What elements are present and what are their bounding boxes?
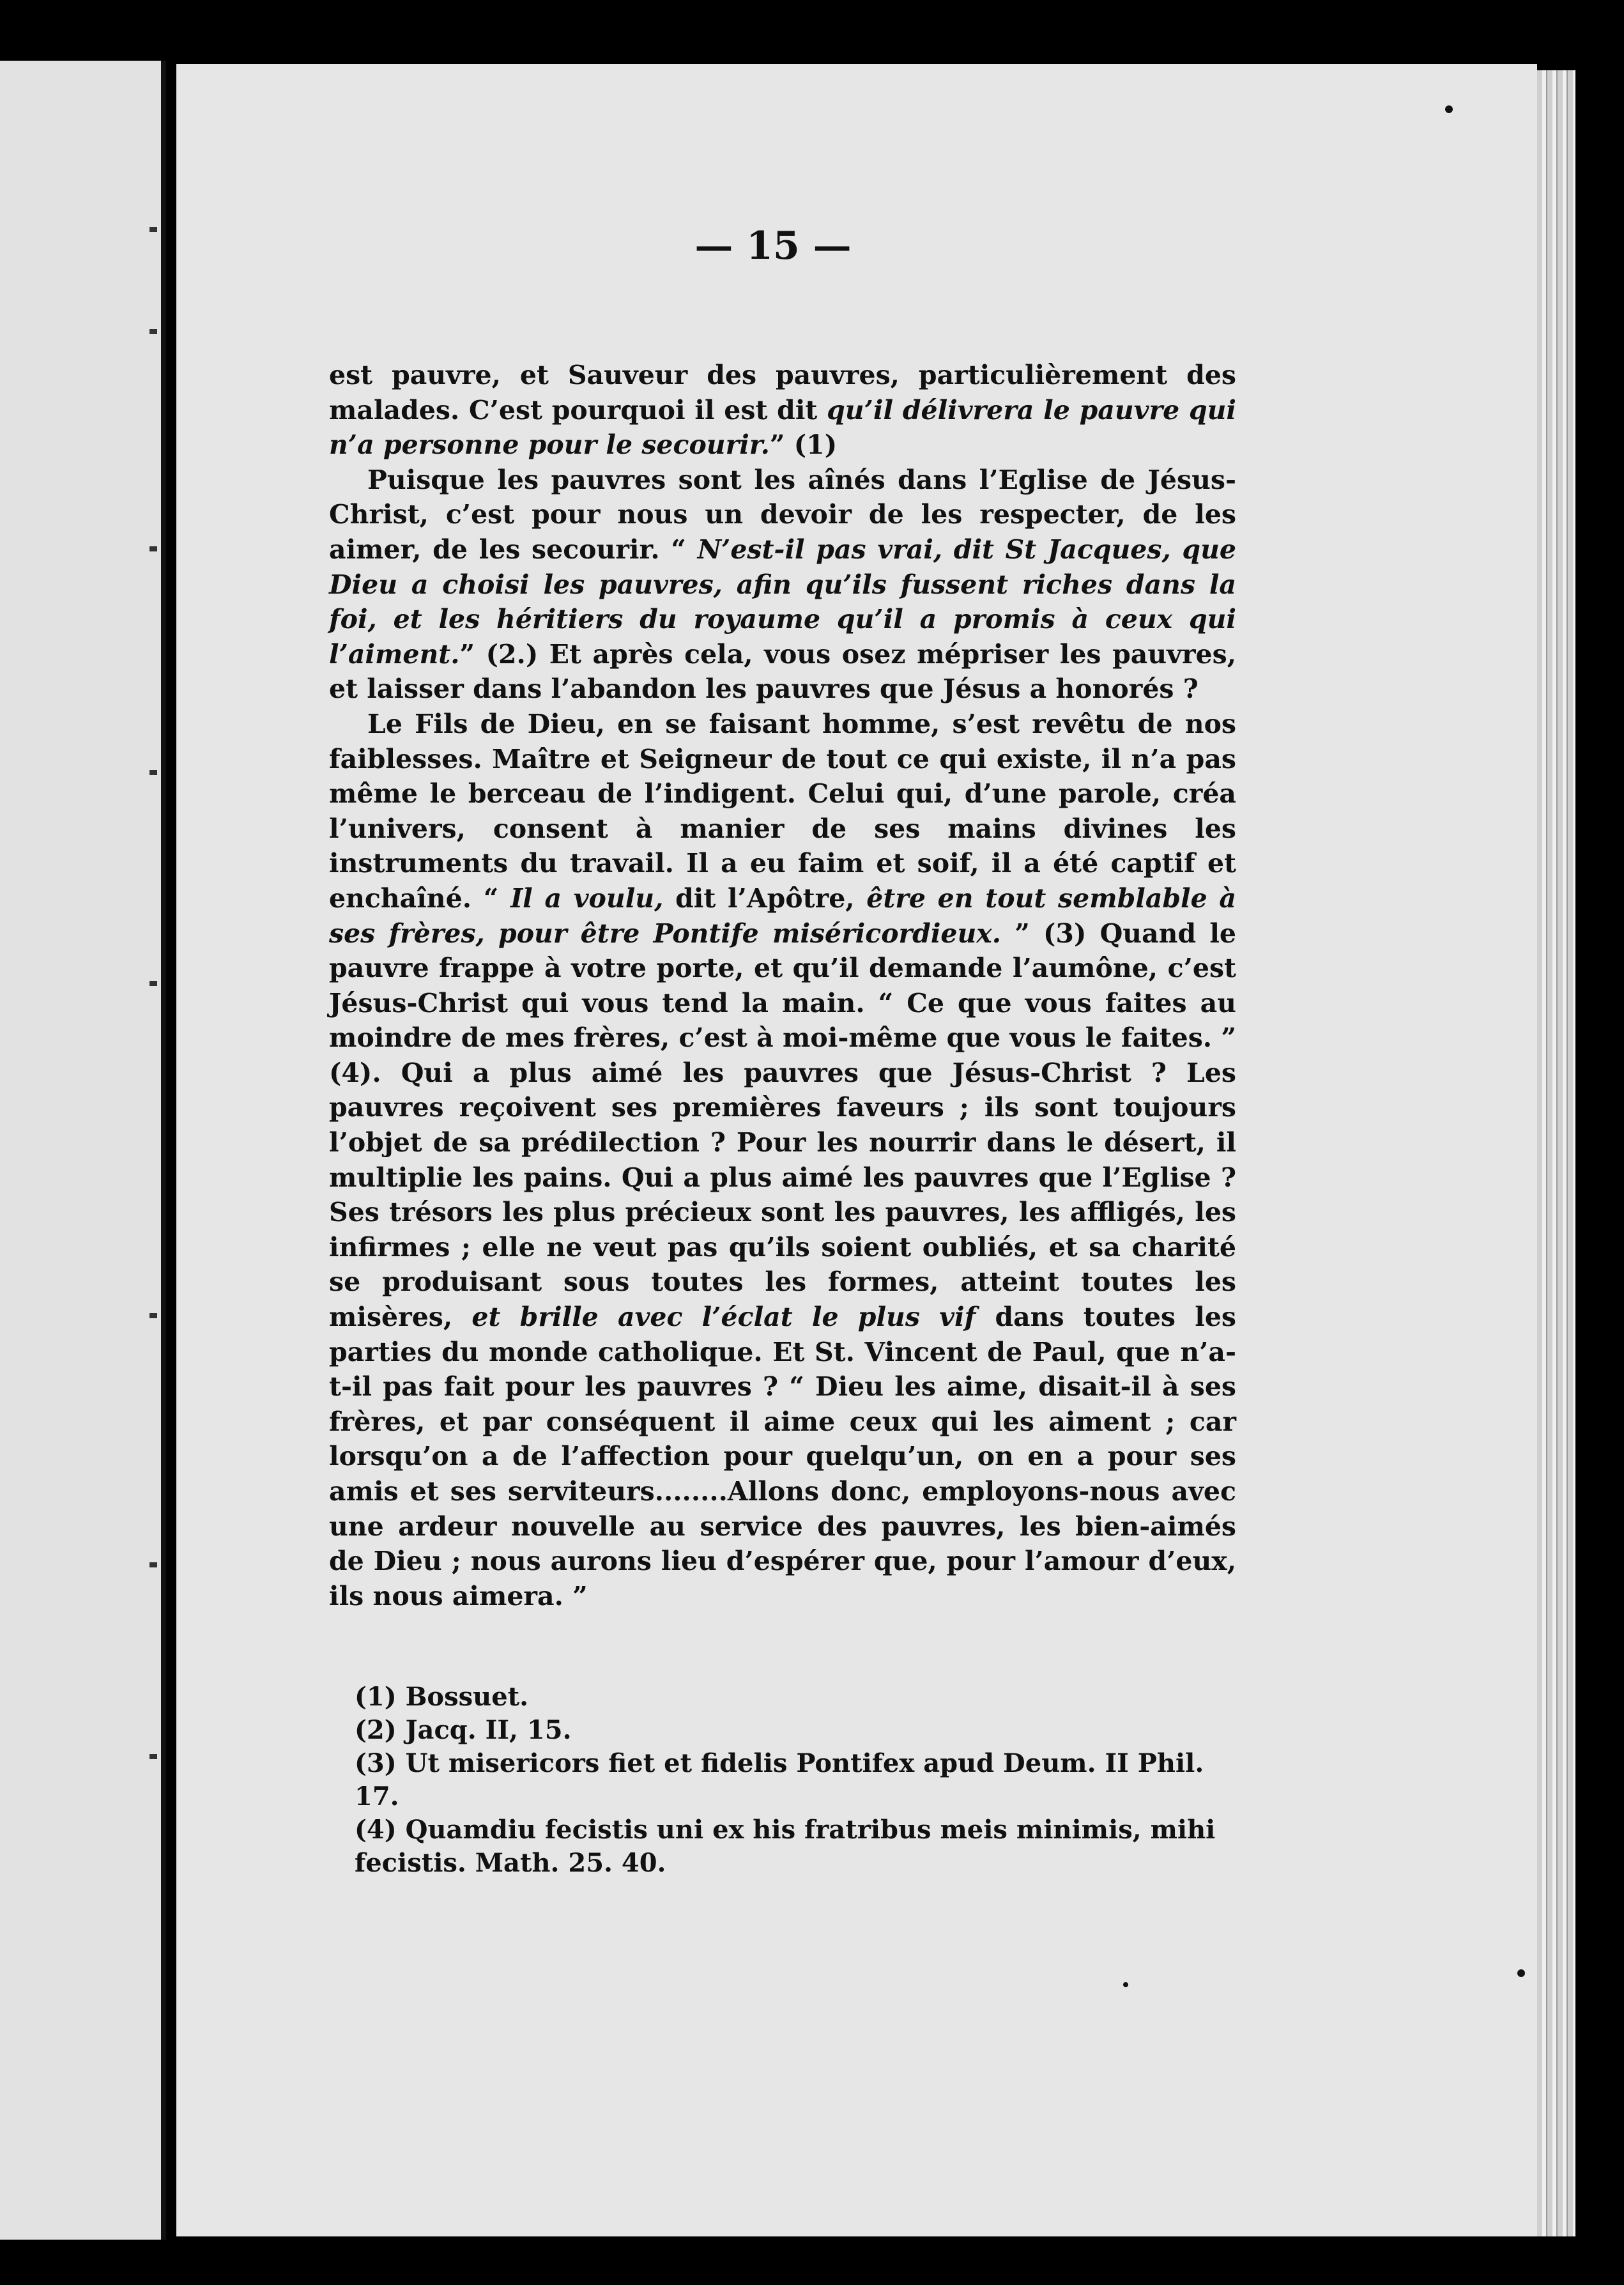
paragraph-2: [329, 463, 1236, 707]
footnotes: [355, 1681, 1249, 1880]
margin-mark: [149, 1754, 157, 1759]
margin-mark: [149, 981, 157, 986]
footnote-3: (3) Ut misericors fiet et fidelis Pontifex apud Deum. II Phil. 17.: [355, 1748, 1204, 1812]
paragraph-3-end: dans toutes les parties du monde catholique. Et St. Vincent de Paul, que n’a-t-il pas fait pour les pauvres ? “ Dieu les aime, disait-il à ses frères, et par conséquent il aime ceux qui les aiment ; car lorsqu’on a de l’affection pour quelqu’un, on en a pour ses amis et ses serviteurs........Allons donc, employons-nous avec une ardeur nouvelle au service des pauvres, les bien-aimés de Dieu ; nous aurons lieu d’espérer que, pour l’amour d’eux, ils nous aimera. ”: [329, 1302, 1236, 1612]
paragraph-2-quote: N’est-il pas vrai, dit St Jacques, que Dieu a choisi les pauvres, afin qu’ils fussent riches dans la foi, et les héritiers du royaume qu’il a promis à ceux qui l’aiment.: [329, 534, 1236, 670]
paragraph-1-text: est pauvre, et Sauveur des pauvres, particulièrement des malades. C’est pourquoi il est dit: [329, 360, 1236, 426]
page-number: — 15 —: [694, 224, 852, 268]
paragraph-3-middle: ” (3) Quand le pauvre frappe à votre porte, et qu’il demande l’aumône, c’est Jésus-Christ qui vous tend la main. “ Ce que vous faites au moindre de mes frères, c’est à moi-même que vous le faites. ” (4). Qui a plus aimé les pauvres que Jésus-Christ ? Les pauvres reçoivent ses premières faveurs ; ils sont toujours l’objet de sa prédilection ? Pour les nourrir dans le désert, il multiplie les pains. Qui a plus aimé les pauvres que l’Eglise ? Ses trésors les plus précieux sont les pauvres, les affligés, les infirmes ; elle ne veut pas qu’ils soient oubliés, et sa charité se produisant sous toutes les formes, atteint toutes les misères,: [329, 918, 1237, 1333]
margin-mark: [149, 1562, 157, 1567]
paragraph-1-ref: ” (1): [769, 429, 838, 461]
footnote-2: (2) Jacq. II, 15.: [355, 1715, 572, 1745]
margin-mark: [149, 770, 157, 775]
paragraph-3-quote-3: et brille avec l’éclat le plus vif: [471, 1302, 976, 1333]
body-text: [329, 358, 1236, 1613]
margin-mark: [149, 227, 157, 232]
footnote-1: (1) Bossuet.: [355, 1682, 529, 1712]
ink-speck: [1445, 105, 1453, 113]
paragraph-3-quote-2: être en tout semblable à ses frères, pour être Pontife miséricordieux.: [329, 882, 1236, 949]
margin-mark: [149, 546, 157, 551]
ink-speck: [1517, 1969, 1525, 1977]
footnote-4: (4) Quamdiu fecistis uni ex his fratribus meis minimis, mihi fecistis. Math. 25. 40.: [355, 1815, 1216, 1878]
paragraph-3-quote-1: Il a voulu,: [510, 882, 664, 914]
paragraph-3: [329, 707, 1236, 1613]
margin-mark: [149, 1313, 157, 1318]
paragraph-1: [329, 358, 1236, 463]
paragraph-3-attribution: dit l’Apôtre,: [663, 882, 867, 914]
page-stack-edges: [1537, 70, 1575, 2236]
facing-page-edge: [0, 61, 166, 2240]
margin-mark: [149, 329, 157, 334]
paragraph-2-text: Puisque les pauvres sont les aînés dans l’Eglise de Jésus-Christ, c’est pour nous un devoir de les respecter, de les aimer, de les secourir. “: [329, 464, 1236, 565]
paragraph-3-text: Le Fils de Dieu, en se faisant homme, s’est revêtu de nos faiblesses. Maître et Seigneur de tout ce qui existe, il n’a pas même le berceau de l’indigent. Celui qui, d’une parole, créa l’univers, consent à manier de ses mains divines les instruments du travail. Il a eu faim et soif, il a été captif et enchaîné. “: [329, 708, 1236, 914]
paragraph-2-end: ” (2.) Et après cela, vous osez mépriser les pauvres, et laisser dans l’abandon les pauvres que Jésus a honorés ?: [329, 638, 1236, 705]
ink-speck: [1123, 1982, 1128, 1987]
paragraph-1-quote: qu’il délivrera le pauvre qui n’a personne pour le secourir.: [329, 394, 1236, 461]
